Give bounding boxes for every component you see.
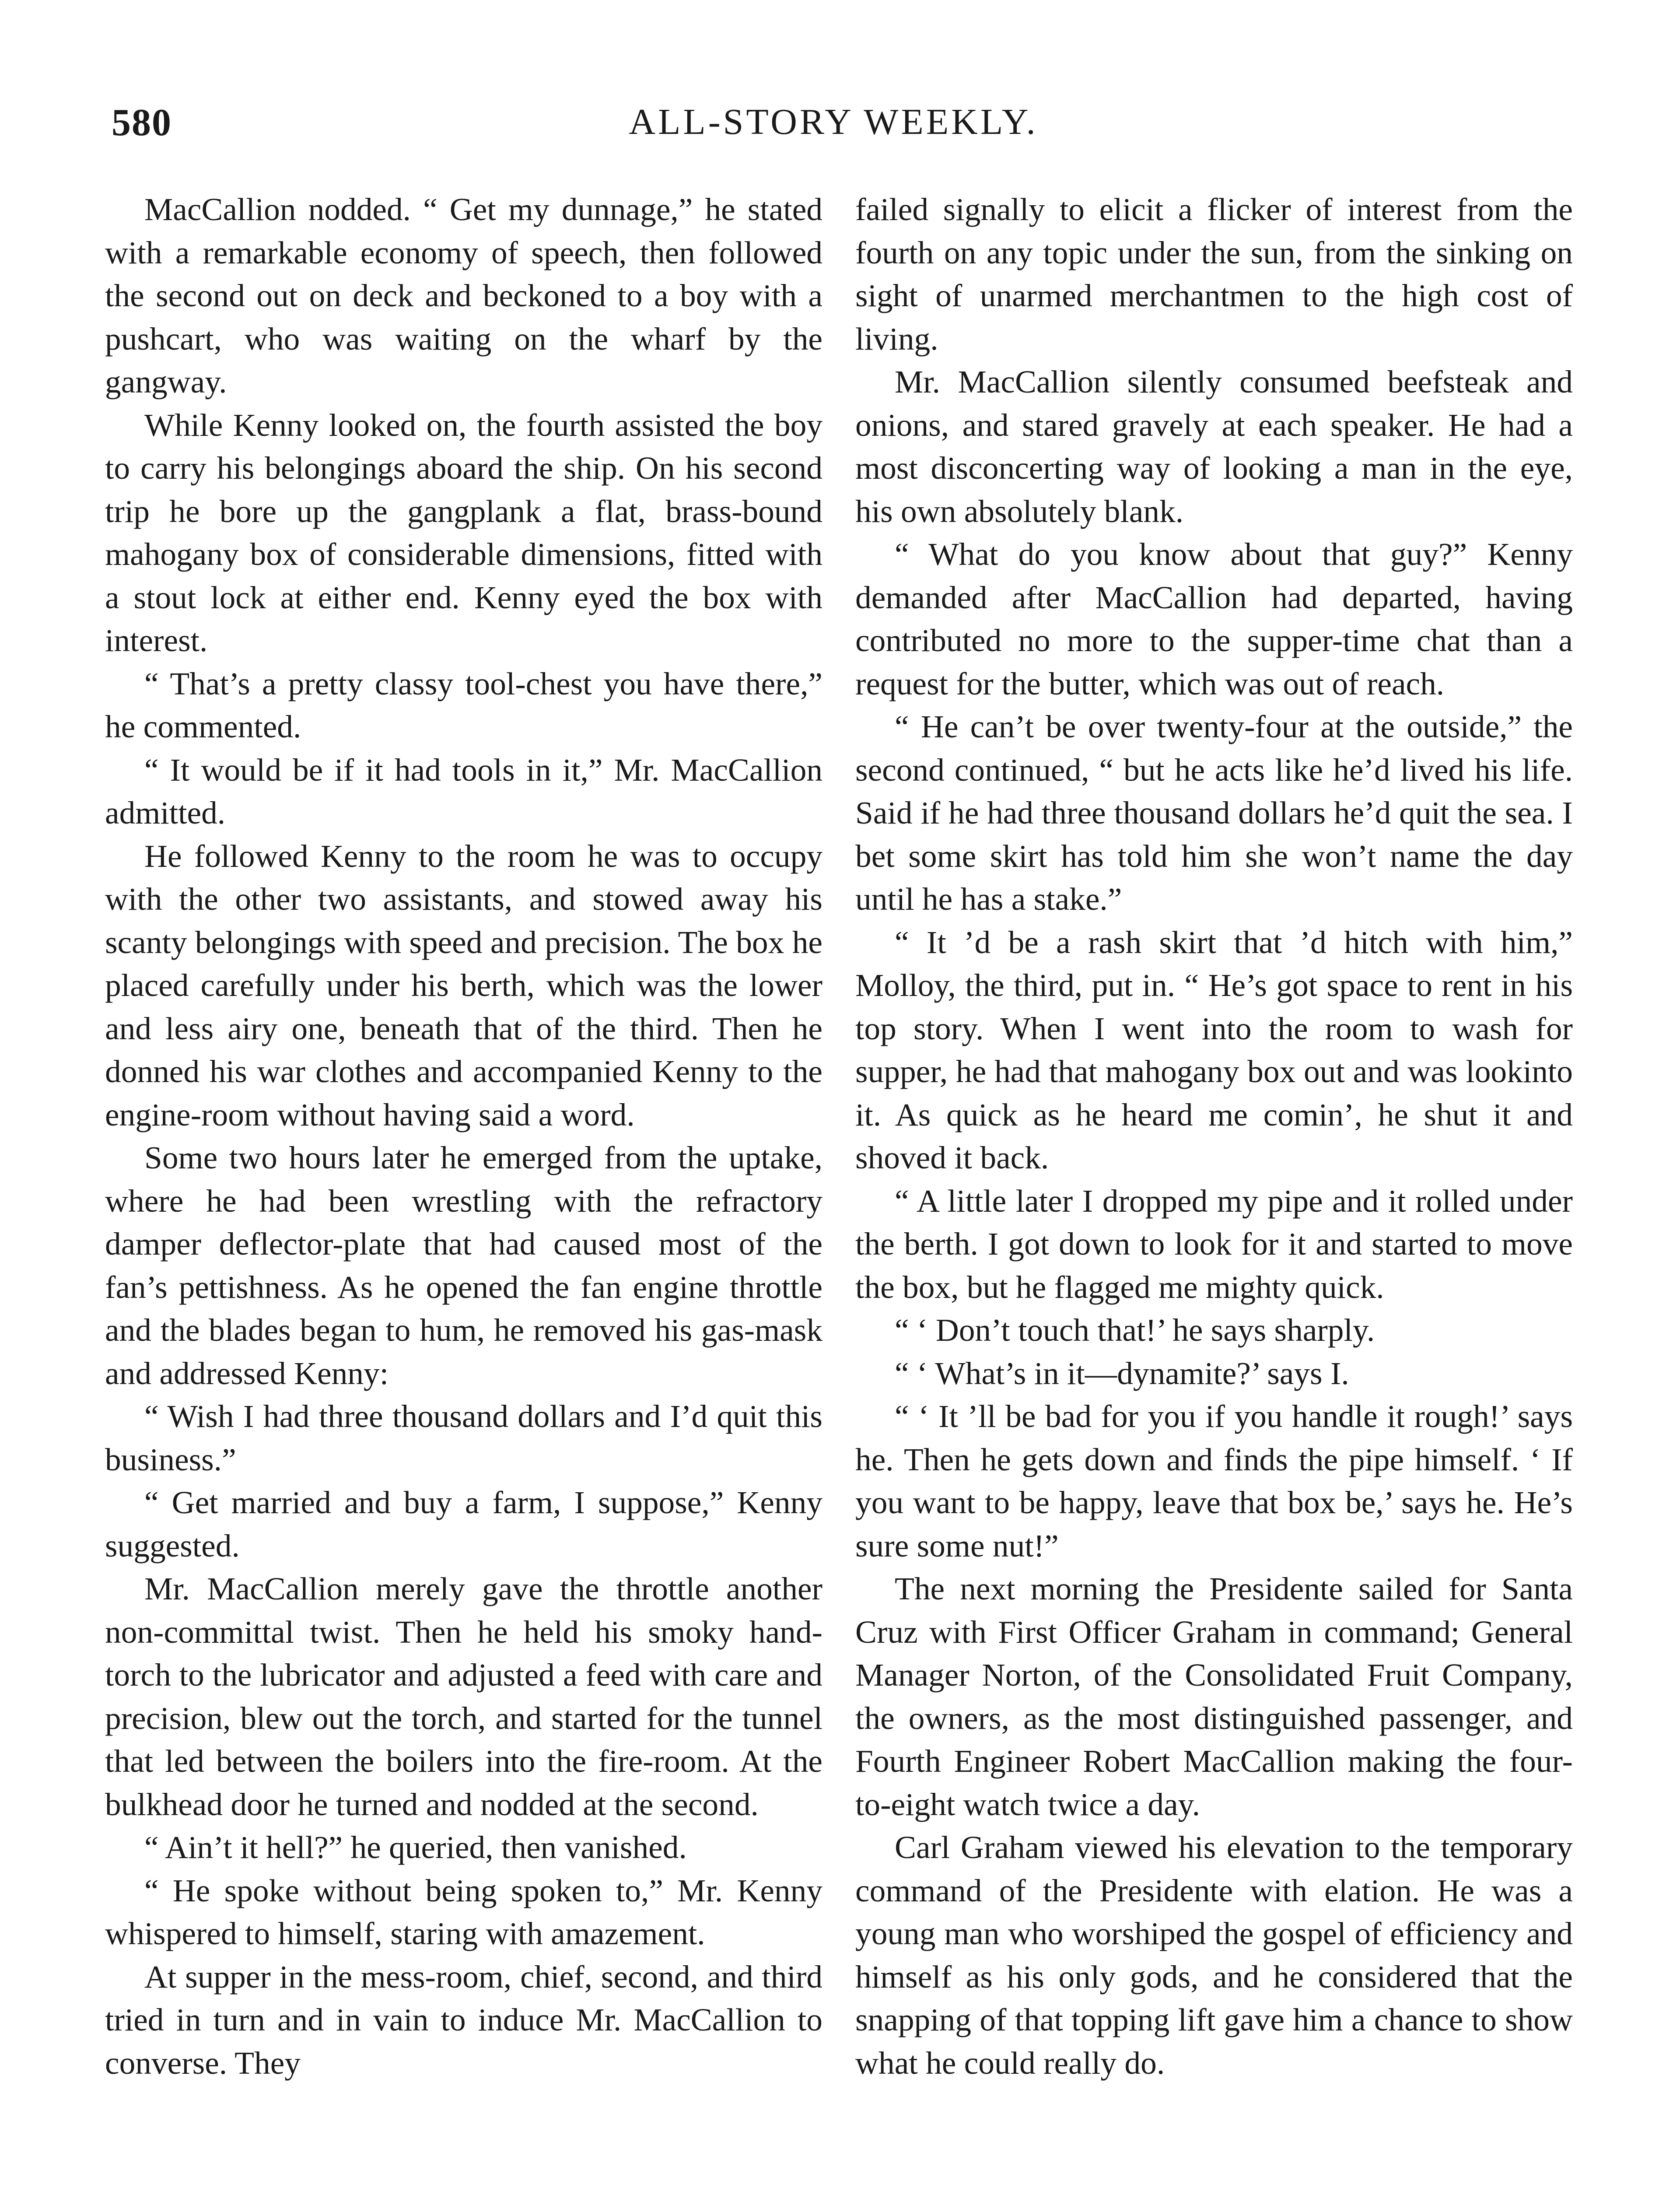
paragraph: Mr. MacCallion merely gave the throttle another non-committal twist. Then he held his smoky hand-torch to the lubricator and adjusted a feed with care and precision, blew out the torch, and started for the tunnel that led between the boilers into the fire-room. At the bulkhead door he turned and nodded at the second. bbox=[105, 1571, 822, 1822]
paragraph: “ Ain’t it hell?” he queried, then vanished. bbox=[144, 1830, 687, 1865]
paragraph: Mr. MacCallion silently consumed beefsteak and onions, and stared gravely at each speaker. He had a most disconcerting way of looking a man in the eye, his own absolutely blank. bbox=[855, 364, 1573, 529]
left-column bbox=[105, 188, 822, 2085]
paragraph: He followed Kenny to the room he was to occupy with the other two assistants, and stowed away his scanty belongings with speed and precision. The box he placed carefully under his berth, which was the lower and less airy one, beneath that of the third. Then he donned his war clothes and accompanied Kenny to the engine-room without having said a word. bbox=[105, 838, 822, 1133]
paragraph: While Kenny looked on, the fourth assisted the boy to carry his belongings aboard the ship. On his second trip he bore up the gangplank a flat, brass-bound mahogany box of considerable dimensions, fitted with a stout lock at either end. Kenny eyed the box with interest. bbox=[105, 407, 822, 658]
paragraph: The next morning the Presidente sailed for Santa Cruz with First Officer Graham in command; General Manager Norton, of the Consolidated Fruit Company, the owners, as the most distinguished passenger, and Fourth Engineer Robert MacCallion making the four-to-eight watch twice a day. bbox=[855, 1571, 1573, 1822]
paragraph: “ Wish I had three thousand dollars and I’d quit this business.” bbox=[105, 1399, 822, 1477]
paragraph: Some two hours later he emerged from the uptake, where he had been wrestling with the refractory damper deflector-plate that had caused most of the fan’s pettishness. As he opened the fan engine throttle and the blades began to hum, he removed his gas-mask and addressed Kenny: bbox=[105, 1140, 822, 1391]
paragraph: “ ‘ It ’ll be bad for you if you handle it rough!’ says he. Then he gets down and finds the pipe himself. ‘ If you want to be happy, leave that box be,’ says he. He’s sure some nut!” bbox=[855, 1399, 1573, 1564]
paragraph: “ Get married and buy a farm, I suppose,” Kenny suggested. bbox=[105, 1485, 822, 1564]
paragraph: At supper in the mess-room, chief, second, and third tried in turn and in vain to induce Mr. MacCallion to converse. They bbox=[105, 1959, 822, 2081]
paragraph: “ That’s a pretty classy tool-chest you have there,” he commented. bbox=[105, 666, 822, 744]
page-number: 580 bbox=[112, 102, 172, 144]
paragraph: “ What do you know about that guy?” Kenny demanded after MacCallion had departed, having contributed no more to the supper-time chat than a request for the butter, which was out of reach. bbox=[855, 536, 1573, 701]
paragraph: “ It ’d be a rash skirt that ’d hitch with him,” Molloy, the third, put in. “ He’s got space to rent in his top story. When I went into the room to wash for supper, he had that mahogany box out and was lookinto it. As quick as he heard me comin’, he shut it and shoved it back. bbox=[855, 924, 1573, 1175]
paragraph: “ He spoke without being spoken to,” Mr. Kenny whispered to himself, staring with amazement. bbox=[105, 1872, 822, 1951]
page-header bbox=[112, 101, 1555, 153]
paragraph: Carl Graham viewed his elevation to the temporary command of the Presidente with elation. He was a young man who worshiped the gospel of efficiency and himself as his only gods, and he considered that the snapping of that topping lift gave him a chance to show what he could really do. bbox=[855, 1830, 1573, 2081]
right-column bbox=[855, 188, 1573, 2085]
paragraph: “ It would be if it had tools in it,” Mr. MacCallion admitted. bbox=[105, 752, 822, 831]
running-title: ALL-STORY WEEKLY. bbox=[629, 102, 1038, 142]
paragraph: “ A little later I dropped my pipe and it rolled under the berth. I got down to look for it and started to move the box, but he flagged me mighty quick. bbox=[855, 1183, 1573, 1305]
paragraph: “ He can’t be over twenty-four at the outside,” the second continued, “ but he acts like he’d lived his life. Said if he had three thousand dollars he’d quit the sea. I bet some skirt has told him she won’t name the day until he has a stake.” bbox=[855, 709, 1573, 917]
paragraph: MacCallion nodded. “ Get my dunnage,” he stated with a remarkable economy of speech, then followed the second out on deck and beckoned to a boy with a pushcart, who was waiting on the wharf by the gangway. bbox=[105, 192, 822, 400]
paragraph: “ ‘ What’s in it—dynamite?’ says I. bbox=[895, 1355, 1349, 1391]
paragraph: “ ‘ Don’t touch that!’ he says sharply. bbox=[895, 1312, 1375, 1348]
paragraph: failed signally to elicit a flicker of interest from the fourth on any topic under the sun, from the sinking on sight of unarmed merchantmen to the high cost of living. bbox=[855, 192, 1573, 357]
